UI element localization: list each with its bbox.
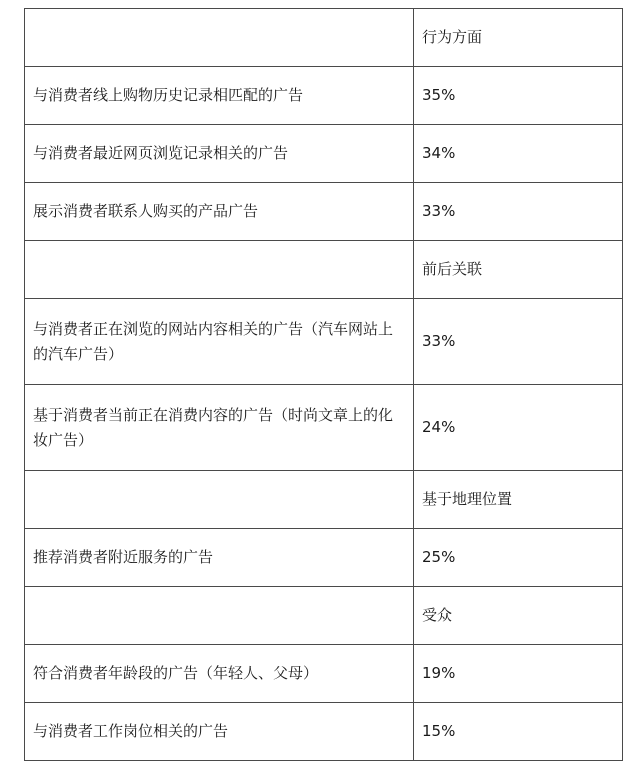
table-row: [25, 125, 623, 183]
percentage-cell: 15%: [414, 703, 623, 761]
ad-type-cell: 与消费者正在浏览的网站内容相关的广告（汽车网站上的汽车广告）: [25, 299, 414, 385]
percentage-cell: 19%: [414, 645, 623, 703]
table-row: [25, 183, 623, 241]
table-row: [25, 299, 623, 385]
ad-type-cell: 展示消费者联系人购买的产品广告: [25, 183, 414, 241]
percentage-cell: 24%: [414, 385, 623, 471]
section-header-row: [25, 587, 623, 645]
section-header-row: [25, 241, 623, 299]
table-row: [25, 67, 623, 125]
ad-type-cell: 推荐消费者附近服务的广告: [25, 529, 414, 587]
percentage-cell: 33%: [414, 299, 623, 385]
section-title-cell: 基于地理位置: [414, 471, 623, 529]
section-header-row: [25, 9, 623, 67]
ad-type-cell: 与消费者工作岗位相关的广告: [25, 703, 414, 761]
table-body: [25, 9, 623, 761]
ad-type-cell: 符合消费者年龄段的广告（年轻人、父母）: [25, 645, 414, 703]
section-title-cell: 前后关联: [414, 241, 623, 299]
ad-type-cell: 基于消费者当前正在消费内容的广告（时尚文章上的化妆广告）: [25, 385, 414, 471]
percentage-cell: 33%: [414, 183, 623, 241]
empty-cell: [25, 587, 414, 645]
table-row: [25, 529, 623, 587]
section-title-cell: 受众: [414, 587, 623, 645]
percentage-cell: 25%: [414, 529, 623, 587]
table-row: [25, 385, 623, 471]
table-row: [25, 645, 623, 703]
table-row: [25, 703, 623, 761]
percentage-cell: 35%: [414, 67, 623, 125]
section-header-row: [25, 471, 623, 529]
ad-preference-table: [24, 8, 623, 761]
section-title-cell: 行为方面: [414, 9, 623, 67]
ad-type-cell: 与消费者最近网页浏览记录相关的广告: [25, 125, 414, 183]
ad-type-cell: 与消费者线上购物历史记录相匹配的广告: [25, 67, 414, 125]
empty-cell: [25, 9, 414, 67]
percentage-cell: 34%: [414, 125, 623, 183]
empty-cell: [25, 471, 414, 529]
empty-cell: [25, 241, 414, 299]
